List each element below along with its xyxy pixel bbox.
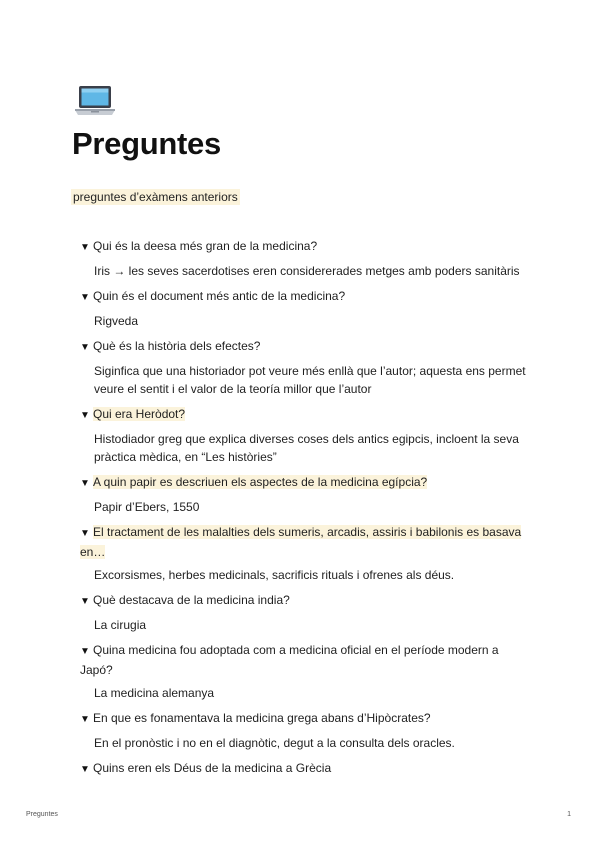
question-text: Quins eren els Déus de la medicina a Grècia bbox=[93, 761, 332, 775]
triangle-down-icon[interactable]: ▼ bbox=[80, 478, 90, 489]
triangle-down-icon[interactable]: ▼ bbox=[80, 242, 90, 253]
toggle-item bbox=[80, 759, 532, 779]
toggle-question[interactable] bbox=[80, 337, 532, 357]
toggle-question[interactable] bbox=[80, 641, 532, 679]
toggle-item bbox=[80, 523, 532, 584]
question-text: Quina medicina fou adoptada com a medicina oficial en el període modern a Japó? bbox=[80, 643, 499, 677]
question-text: Qui és la deesa més gran de la medicina? bbox=[93, 239, 318, 253]
toggle-item bbox=[80, 641, 532, 702]
toggle-answer: Siginfica que una historiador pot veure més enllà que l’autor; aquesta ens permet veure el sentit i el valor de la teoría millor que l’autor bbox=[94, 364, 526, 396]
page-title: Preguntes bbox=[72, 126, 221, 161]
toggle-item bbox=[80, 337, 532, 398]
toggle-answer: Iris → les seves sacerdotises eren considererades metges amb poders sanitàris bbox=[94, 264, 520, 278]
page-subtitle: preguntes d’exàmens anteriors bbox=[73, 190, 238, 204]
toggle-list bbox=[80, 237, 532, 779]
question-text: Què és la història dels efectes? bbox=[93, 339, 261, 353]
page-number: 1 bbox=[567, 811, 571, 818]
toggle-item bbox=[80, 709, 532, 752]
footer-title: Preguntes bbox=[26, 811, 58, 818]
toggle-question[interactable] bbox=[80, 237, 532, 257]
toggle-answer: Papir d’Ebers, 1550 bbox=[94, 500, 200, 514]
toggle-answer: La cirugia bbox=[94, 618, 147, 632]
toggle-item bbox=[80, 287, 532, 330]
toggle-answer: Excorsismes, herbes medicinals, sacrificis rituals i ofrenes als déus. bbox=[94, 568, 455, 582]
question-text: El tractament de les malalties dels sumeris, arcadis, assiris i babilonis es basava en… bbox=[80, 525, 522, 559]
toggle-question[interactable] bbox=[80, 405, 532, 425]
toggle-answer: Rigveda bbox=[94, 314, 139, 328]
triangle-down-icon[interactable]: ▼ bbox=[80, 764, 90, 775]
toggle-item bbox=[80, 473, 532, 516]
toggle-item bbox=[80, 237, 532, 280]
toggle-question[interactable] bbox=[80, 591, 532, 611]
laptop-icon bbox=[73, 82, 117, 120]
toggle-question[interactable] bbox=[80, 759, 532, 779]
triangle-down-icon[interactable]: ▼ bbox=[80, 292, 90, 303]
toggle-question[interactable] bbox=[80, 287, 532, 307]
question-text: A quin papir es descriuen els aspectes de la medicina egípcia? bbox=[93, 475, 428, 489]
question-text: En que es fonamentava la medicina grega abans d’Hipòcrates? bbox=[93, 711, 431, 725]
question-text: Quin és el document més antic de la medicina? bbox=[93, 289, 346, 303]
triangle-down-icon[interactable]: ▼ bbox=[80, 410, 90, 421]
toggle-answer: La medicina alemanya bbox=[94, 686, 215, 700]
triangle-down-icon[interactable]: ▼ bbox=[80, 646, 90, 657]
toggle-answer: En el pronòstic i no en el diagnòtic, degut a la consulta dels oracles. bbox=[94, 736, 455, 750]
triangle-down-icon[interactable]: ▼ bbox=[80, 714, 90, 725]
toggle-question[interactable] bbox=[80, 709, 532, 729]
toggle-question[interactable] bbox=[80, 473, 532, 493]
toggle-answer: Histodiador greg que explica diverses coses dels antics egipcis, incloent la seva pràctica mèdica, en “Les històries” bbox=[94, 432, 519, 464]
triangle-down-icon[interactable]: ▼ bbox=[80, 342, 90, 353]
triangle-down-icon[interactable]: ▼ bbox=[80, 528, 90, 539]
toggle-item bbox=[80, 405, 532, 466]
question-text: Qui era Heròdot? bbox=[93, 407, 186, 421]
toggle-item bbox=[80, 591, 532, 634]
toggle-question[interactable] bbox=[80, 523, 532, 561]
triangle-down-icon[interactable]: ▼ bbox=[80, 596, 90, 607]
question-text: Què destacava de la medicina india? bbox=[93, 593, 290, 607]
